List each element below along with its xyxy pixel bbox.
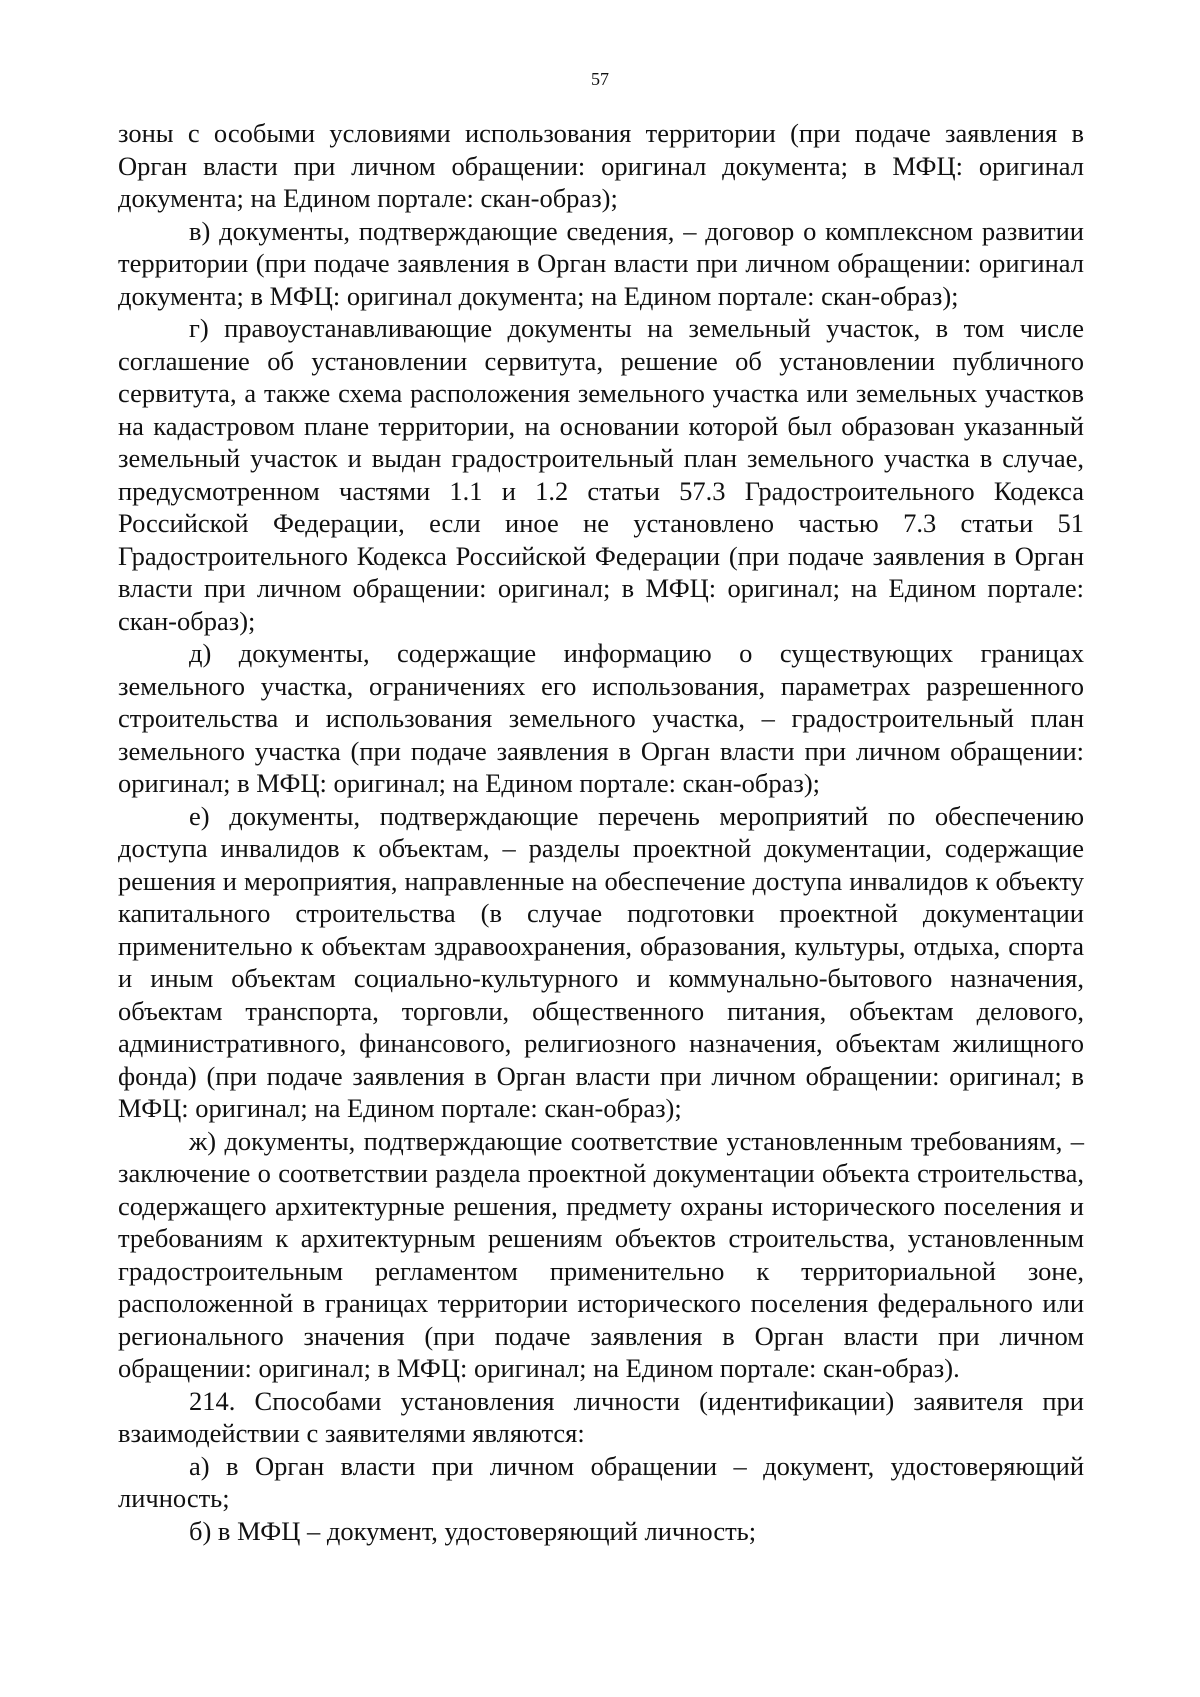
page-number: 57 xyxy=(591,69,609,89)
paragraph-214: 214. Способами установления личности (идентификации) заявителя при взаимодействии с заявителями являются: xyxy=(118,1385,1084,1448)
paragraph-item-v: в) документы, подтверждающие сведения, – договор о комплексном развитии территории (при подаче заявления в Орган власти при личном обращении: оригинал документа; в МФЦ: оригинал документа; на Едином портале: скан-образ); xyxy=(118,215,1084,311)
paragraph-item-b: б) в МФЦ – документ, удостоверяющий личность; xyxy=(189,1515,757,1546)
paragraph-continuation: зоны с особыми условиями использования территории (при подаче заявления в Орган власти при личном обращении: оригинал документа; в МФЦ: оригинал документа; на Едином портале: скан-образ); xyxy=(118,118,1084,213)
paragraph-item-a: а) в Орган власти при личном обращении – документ, удостоверяющий личность; xyxy=(118,1450,1084,1513)
paragraph-item-e: е) документы, подтверждающие перечень мероприятий по обеспечению доступа инвалидов к объектам, – разделы проектной документации, содержащие решения и мероприятия, направленные на обеспечение доступа инвалидов к объекту капитального строительства (в случае подготовки проектной документации применительно к объектам здравоохранения, образования, культуры, отдыха, спорта и иным объектам социально-культурного и коммунально-бытового назначения, объектам транспорта, торговли, общественного питания, объектам делового, административного, финансового, религиозного назначения, объектам жилищного фонда) (при подаче заявления в Орган власти при личном обращении: оригинал; в МФЦ: оригинал; на Едином портале: скан-образ); xyxy=(118,800,1084,1123)
paragraph-item-zh: ж) документы, подтверждающие соответствие установленным требованиям, – заключение о соответствии раздела проектной документации объекта строительства, содержащего архитектурные решения, предмету охраны исторического поселения и требованиям к архитектурным решениям объектов строительства, установленным градостроительным регламентом применительно к территориальной зоне, расположенной в границах территории исторического поселения федерального или регионального значения (при подаче заявления в Орган власти при личном обращении: оригинал; в МФЦ: оригинал; на Едином портале: скан-образ). xyxy=(118,1125,1084,1383)
paragraph-item-d: д) документы, содержащие информацию о существующих границах земельного участка, ограничениях его использования, параметрах разрешенного строительства и использования земельного участка, – градостроительный план земельного участка (при подаче заявления в Орган власти при личном обращении: оригинал; в МФЦ: оригинал; на Едином портале: скан-образ); xyxy=(118,638,1084,798)
document-body xyxy=(118,117,1084,1547)
paragraph-item-g: г) правоустанавливающие документы на земельный участок, в том числе соглашение об установлении сервитута, решение об установлении публичного сервитута, а также схема расположения земельного участка или земельных участков на кадастровом плане территории, на основании которой был образован указанный земельный участок и выдан градостроительный план земельного участка в случае, предусмотренном частями 1.1 и 1.2 статьи 57.3 Градостроительного Кодекса Российской Федерации, если иное не установлено частью 7.3 статьи 51 Градостроительного Кодекса Российской Федерации (при подаче заявления в Орган власти при личном обращении: оригинал; в МФЦ: оригинал; на Едином портале: скан-образ); xyxy=(118,313,1084,636)
